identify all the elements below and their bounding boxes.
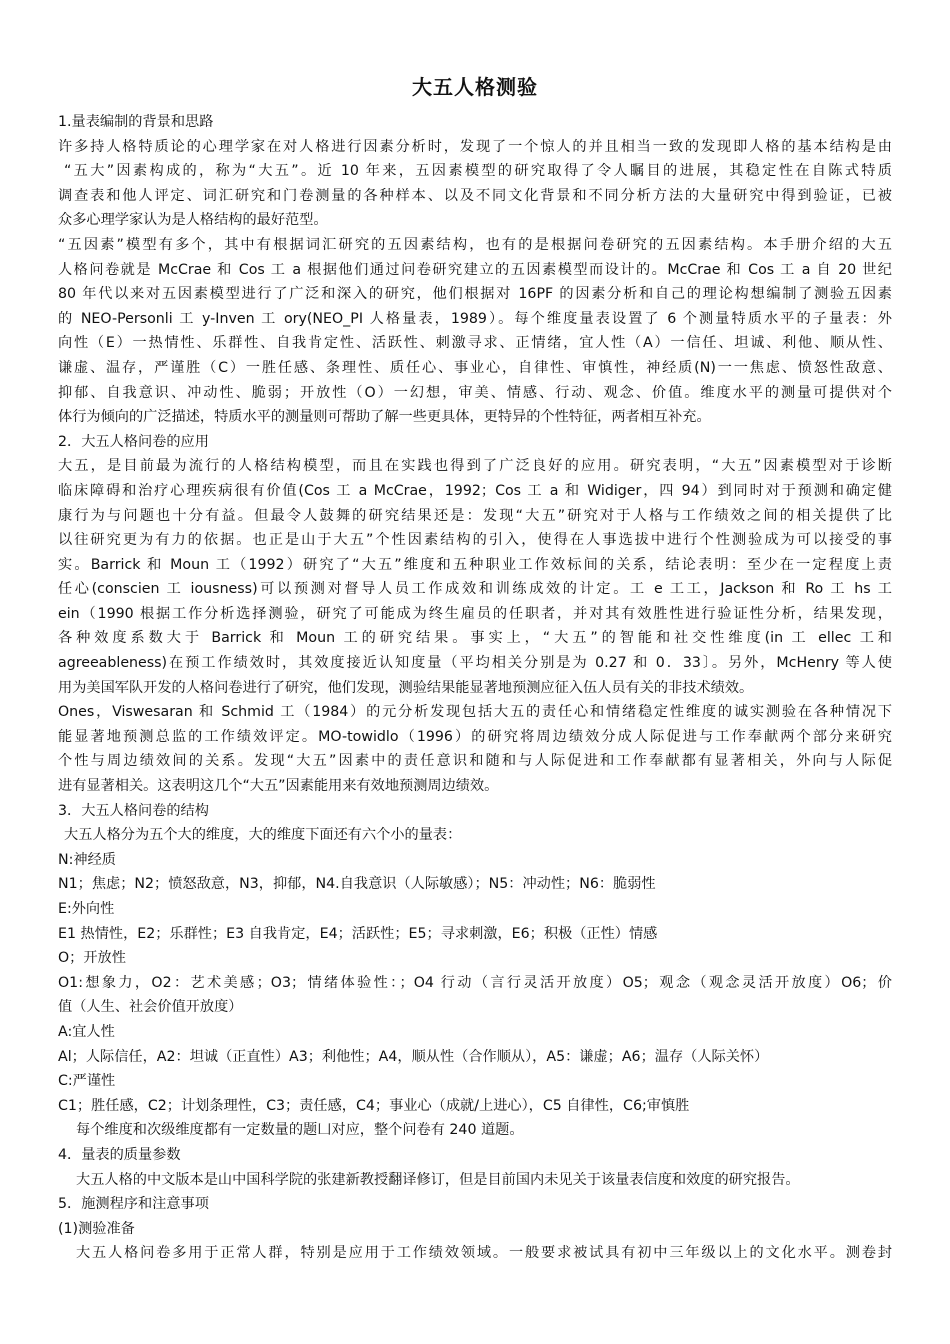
text-line: 临床障碍和治疗心理疾病很有价值(Cos 工 a McCrae，1992；Cos 工 a 和 Widiger，四 94）到同时对于预测和确定健 [58,482,892,499]
text-line: 5．施测程序和注意事项 [58,1196,209,1213]
text-line: O1:想象力，O2：艺术美感；O3；情绪体验性：；O4 行动（言行灵活开放度）O5；观念（观念灵活开放度）O6；价 [58,974,892,991]
document-page [58,70,892,1266]
text-line: 众多心理学家认为是人格结构的最好范型。 [58,212,328,229]
document-title: 大五人格测验 [412,75,538,99]
text-line: E:外向性 [58,901,115,917]
text-line: 每个维度和次级维度都有一定数量的题凵对应，整个问卷有 240 道题。 [76,1122,524,1139]
document-body [58,110,892,1266]
text-line: N1；焦虑；N2；愤怒敌意，N3，抑郁，N4.自我意识（人际敏感）；N5：冲动性；N6：脆弱性 [58,876,656,893]
text-line: 以往研究更为有力的依据。也正是山于大五”个性因素结构的引入，使得在人事选拔中进行个性测验成为可以接受的事 [58,532,892,549]
text-line: agreeableness)在预工作绩效时，其效度接近认知度量（平均相关分别是为 0.27 和 0．33〕。另外，McHenry 等人使 [58,655,892,672]
text-line: 任心(conscien 工 iousness)可以预测对督导人员工作成效和训练成效的计定。工 e 工工，Jackson 和 Ro 工 hs 工 [58,581,892,598]
text-line: 的 NEO-Personli 工 y-Inven 工 ory(NEO_PI 人格量表，1989）。每个维度量表设置了 6 个测量特质水平的子量表：外 [58,310,892,327]
text-line: 大五人格的中文版本是山中国科学院的张建新教授翻译修订，但是目前国内未见关于该量表信度和效度的研究报告。 [76,1171,800,1188]
text-line: 许多持人格特质论的心理学家在对人格进行因素分析时，发现了一个惊人的并且相当一致的发现即人格的基本结构是由 [58,138,892,155]
text-line: 用为美国军队开发的人格问卷进行了研究，他们发现，测验结果能显著地预测应征入伍人员有关的非技术绩效。 [58,679,754,696]
text-line: 个性与周边绩效间的关系。发现“大五”因素中的责任意识和随和与人际促进和工作奉献都有显著相关，外向与人际促 [58,753,892,770]
text-line: 大五人格问卷多用于正常人群，特别是应用于工作绩效领域。一般要求被试具有初中三年级以上的文化水平。测卷封 [76,1245,892,1262]
text-line: 各种效度系数大于 Barrick 和 Moun 工的研究结果。事实上，“大五”的智能和社交性维度(in 工 ellec 工和 [58,630,892,647]
text-line: Al；人际信任，A2：坦诚（正直性）A3；利他性；A4，顺从性（合作顺从），A5：谦虚；A6；温存（人际关怀） [58,1048,769,1065]
text-line: C:严谨性 [58,1073,116,1090]
text-line: “五因素”模型有多个，其中有根据词汇研究的五因素结构，也有的是根据问卷研究的五因素结构。本手册介绍的大五 [58,236,892,253]
text-line: ein（1990 根据工作分析选择测验，研究了可能成为终生雇员的任职者，并对其有效胜性进行验证性分析，结果发现， [58,605,892,622]
text-line: 大五，是目前最为流行的人格结构模型，而且在实践也得到了广泛良好的应用。研究表明，“大五”因素模型对于诊断 [58,458,892,475]
text-line: O；开放性 [58,950,126,967]
text-line: N:神经质 [58,851,116,868]
text-line: 大五人格分为五个大的维度，大的维度下面还有六个小的量表： [64,827,462,844]
text-line: 康行为与问题也十分有益。但最令人鼓舞的研究结果还是：发现“大五”研究对于人格与工作绩效之间的相关提供了比 [58,507,892,524]
text-line: 体行为倾向的广泛描述，特质水平的测量则可帮助了解一些更具体，更特异的个性特征，两者相互补充。 [58,409,711,426]
text-line: 人格问卷就是 McCrae 和 Cos 工 a 根据他们通过问卷研究建立的五因素模型而设计的。McCrae 和 Cos 工 a 自 20 世纪 [58,261,892,278]
text-line: 抑郁、自我意识、冲动性、脆弱；开放性（O）一幻想，审美、情感、行动、观念、价值。维度水平的测量可提供对个 [58,384,892,401]
text-line: 80 年代以来对五因素模型进行了广泛和深入的研究，他们根据对 16PF 的因素分析和自己的理论构想编制了测验五因素 [58,286,892,303]
text-line: 实。Barrick 和 Moun 工（1992）研究了“大五”维度和五种职业工作效标间的关系，结论表明：至少在一定程度上责 [58,556,892,573]
text-line: 调查表和他人评定、词汇研究和门卷测量的各种样本、以及不同文化背景和不同分析方法的大量研究中得到验证，已被 [58,187,892,204]
text-line: E1 热情性，E2；乐群性；E3 自我肯定，E4；活跃性；E5；寻求刺激，E6；积极（正性）情感 [58,925,658,942]
text-line: 2．大五人格问卷的应用 [58,433,209,450]
text-line: 能显著地预测总监的工作绩效评定。MO-towidlo（1996）的研究将周边绩效分成人际促进与工作奉献两个部分来研究 [58,728,892,745]
text-line: C1；胜任感，C2；计划条理性，C3；责任感，C4；事业心（成就/上进心），C5 自律性，C6;审慎胜 [58,1097,690,1114]
text-line: A:宜人性 [58,1023,115,1040]
text-line: 值（人生、社会价值开放度） [58,999,243,1016]
text-line: 1.量表编制的背景和思路 [58,114,214,130]
text-line: 3．大五人格问卷的结构 [58,802,209,819]
text-line: Ones，Viswesaran 和 Schmid 工（1984）的元分析发现包括大五的责任心和情绪稳定性维度的诚实测验在各种情况下 [58,704,892,721]
text-line: 向性（E）一热情性、乐群性、自我肯定性、活跃性、刺激寻求、正情绪，宜人性（A）一信任、坦诚、利他、顺从性、 [58,335,892,352]
text-line: “五大”因素构成的，称为“大五”。近 10 年来，五因素模型的研究取得了令人瞩目的进展，其稳定性在自陈式特质 [64,163,892,180]
text-line: (1)测验准备 [58,1220,135,1237]
text-line: 进有显著相关。这表明这几个“大五”因素能用来有效地预测周边绩效。 [58,778,499,795]
text-line: 谦虚、温存，严谨胜（C）一胜任感、条理性、质任心、事业心，自律性、审慎性，神经质(N)一一焦虑、愤怒性敌意、 [58,359,892,376]
text-line: 4．量表的质量参数 [58,1146,181,1163]
